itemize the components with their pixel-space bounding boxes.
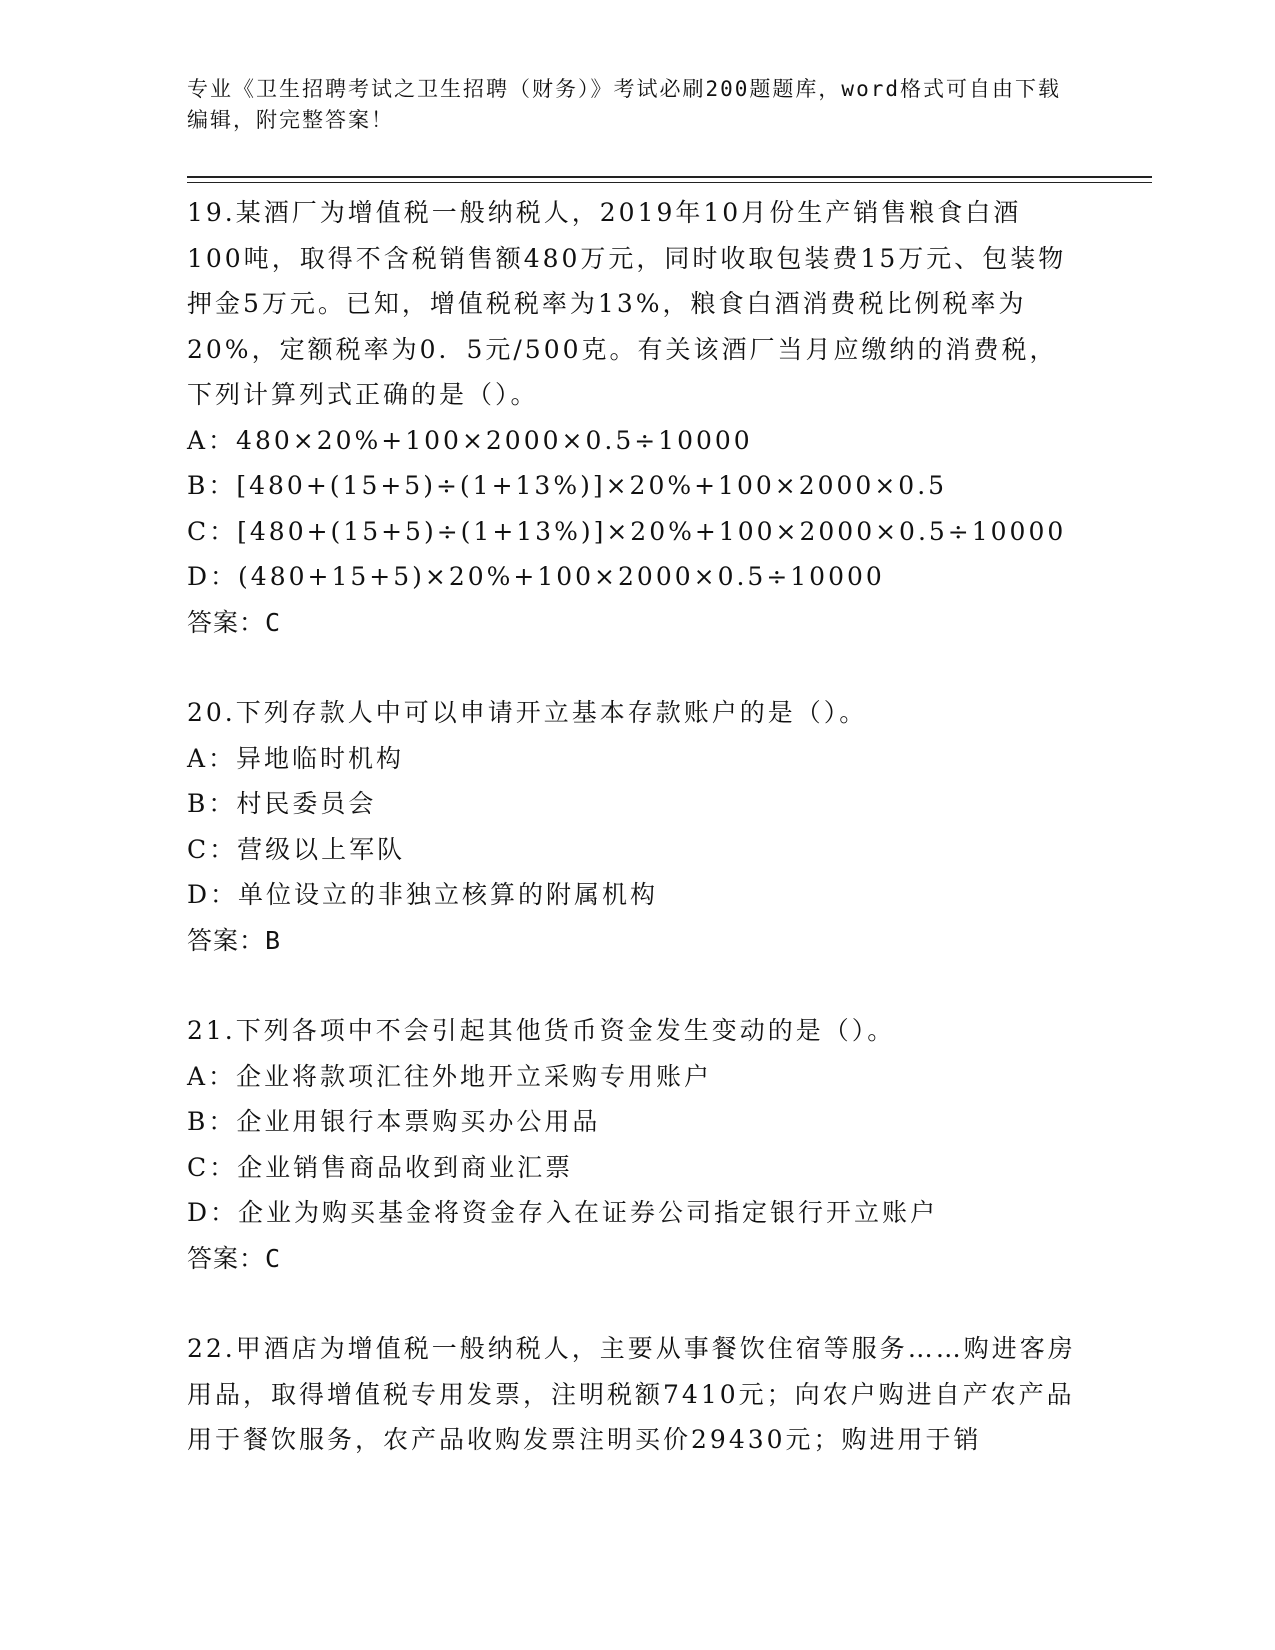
- option-c: C：企业销售商品收到商业汇票: [187, 1152, 574, 1182]
- question-20: [187, 690, 1077, 963]
- option-d: D：(480+15+5)×20%+100×2000×0.5÷10000: [187, 562, 885, 591]
- header-divider-thick: [187, 176, 1152, 178]
- answer: 答案：B: [187, 925, 282, 955]
- question-stem: 22.甲酒店为增值税一般纳税人，主要从事餐饮住宿等服务……购进客房用品，取得增值税专用发票，注明税额7410元；向农户购进自产农产品用于餐饮服务，农产品收购发票注明买价29430元；购进用于销: [187, 1334, 1076, 1454]
- option-b: B：[480+(15+5)÷(1+13%)]×20%+100×2000×0.5: [187, 471, 948, 500]
- option-c: C：营级以上军队: [187, 834, 406, 864]
- question-19: [187, 190, 1077, 645]
- question-stem: 19.某酒厂为增值税一般纳税人，2019年10月份生产销售粮食白酒100吨，取得不含税销售额480万元，同时收取包装费15万元、包装物押金5万元。已知，增值税税率为13%，粮食白酒消费税比例税率为20%，定额税率为0．5元/500克。有关该酒厂当月应缴纳的消费税，下列计算列式正确的是（）。: [187, 198, 1067, 409]
- header-divider-thin: [187, 182, 1152, 183]
- option-a: A：480×20%+100×2000×0.5÷10000: [187, 425, 753, 455]
- option-b: B：企业用银行本票购买办公用品: [187, 1107, 601, 1136]
- option-d: D：单位设立的非独立核算的附属机构: [187, 880, 659, 909]
- option-d: D：企业为购买基金将资金存入在证券公司指定银行开立账户: [187, 1198, 939, 1227]
- question-stem: 21.下列各项中不会引起其他货币资金发生变动的是（）。: [187, 1016, 896, 1045]
- question-21: [187, 1008, 1077, 1281]
- question-stem: 20.下列存款人中可以申请开立基本存款账户的是（）。: [187, 698, 868, 727]
- answer: 答案：C: [187, 1243, 282, 1273]
- option-c: C：[480+(15+5)÷(1+13%)]×20%+100×2000×0.5÷10000: [187, 516, 1067, 546]
- option-a: A：企业将款项汇往外地开立采购专用账户: [187, 1061, 713, 1091]
- page-header: 专业《卫生招聘考试之卫生招聘（财务）》考试必刷200题题库，word格式可自由下载编辑，附完整答案！: [187, 77, 1061, 132]
- question-22: [187, 1326, 1077, 1463]
- answer: 答案：C: [187, 607, 282, 637]
- question-list: [187, 190, 1077, 1508]
- option-b: B：村民委员会: [187, 789, 377, 818]
- option-a: A：异地临时机构: [187, 743, 405, 773]
